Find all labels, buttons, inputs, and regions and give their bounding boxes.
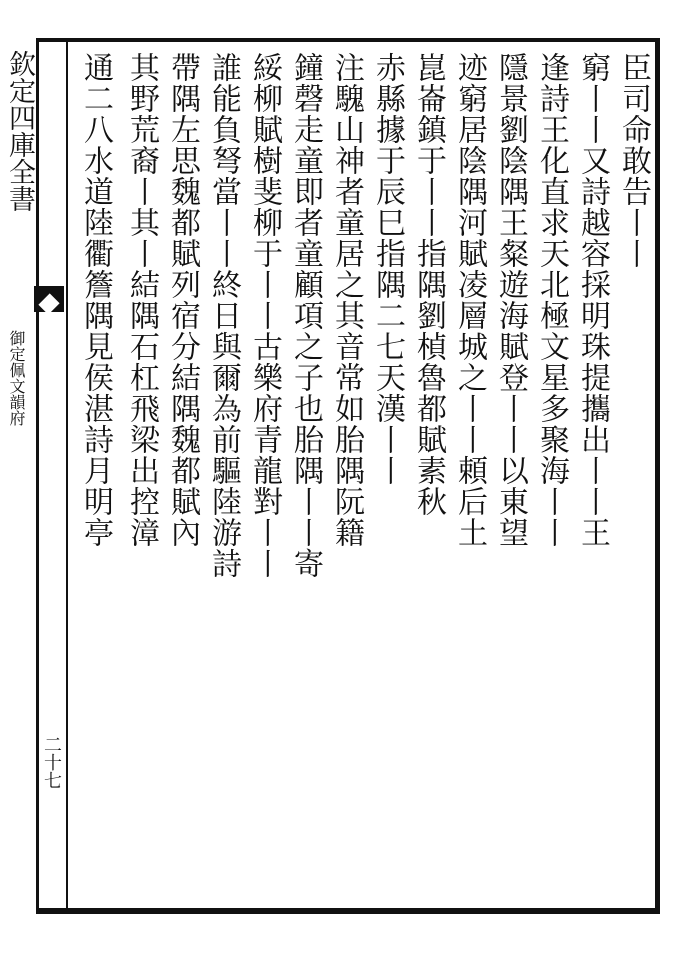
text-column: 崑崙鎮于丨丨指隅劉楨魯都賦素秋 bbox=[411, 52, 446, 517]
text-column: 赤縣據于辰巳指隅二七天漢丨丨 bbox=[370, 52, 405, 486]
text-column: 注騩山神者童居之其音常如胎隅阮籍 bbox=[329, 52, 364, 548]
text-column: 綏柳賦樹斐柳于丨丨古樂府青龍對丨丨 bbox=[247, 52, 282, 579]
text-column: 隱景劉陰隅王粲遊海賦登丨丨以東望 bbox=[493, 52, 528, 548]
text-column: 窮丨丨又詩越容採明珠提攜出丨丨王 bbox=[575, 52, 610, 548]
book-title: 欽定四庫全書 bbox=[4, 50, 35, 212]
text-column: 帶隅左思魏都賦列宿分結隅魏都賦內 bbox=[165, 52, 200, 548]
right-border bbox=[655, 38, 660, 914]
text-column: 臣司命敢告丨丨 bbox=[616, 52, 651, 269]
text-column: 誰能負弩當丨丨終日與爾為前驅陸游詩 bbox=[206, 52, 241, 579]
fish-tail-mark bbox=[34, 286, 64, 312]
text-column: 其野荒裔丨其丨結隅石杠飛梁出控漳 bbox=[124, 52, 159, 548]
text-column: 逢詩王化直求天北極文星多聚海丨丨 bbox=[534, 52, 569, 548]
text-column: 鐘磬走童即者童顧項之子也胎隅丨丨寄 bbox=[288, 52, 323, 579]
top-border bbox=[36, 38, 660, 42]
margin-line bbox=[66, 38, 68, 914]
page-number: 二十七 bbox=[41, 735, 62, 789]
bottom-border bbox=[36, 908, 660, 914]
text-column: 迹窮居陰隅河賦凌層城之丨丨頼后土 bbox=[452, 52, 487, 548]
book-subtitle: 御定佩文韻府 bbox=[7, 330, 26, 426]
text-column: 通二八水道陸衢簷隅見侯湛詩月明亭 bbox=[78, 52, 113, 548]
